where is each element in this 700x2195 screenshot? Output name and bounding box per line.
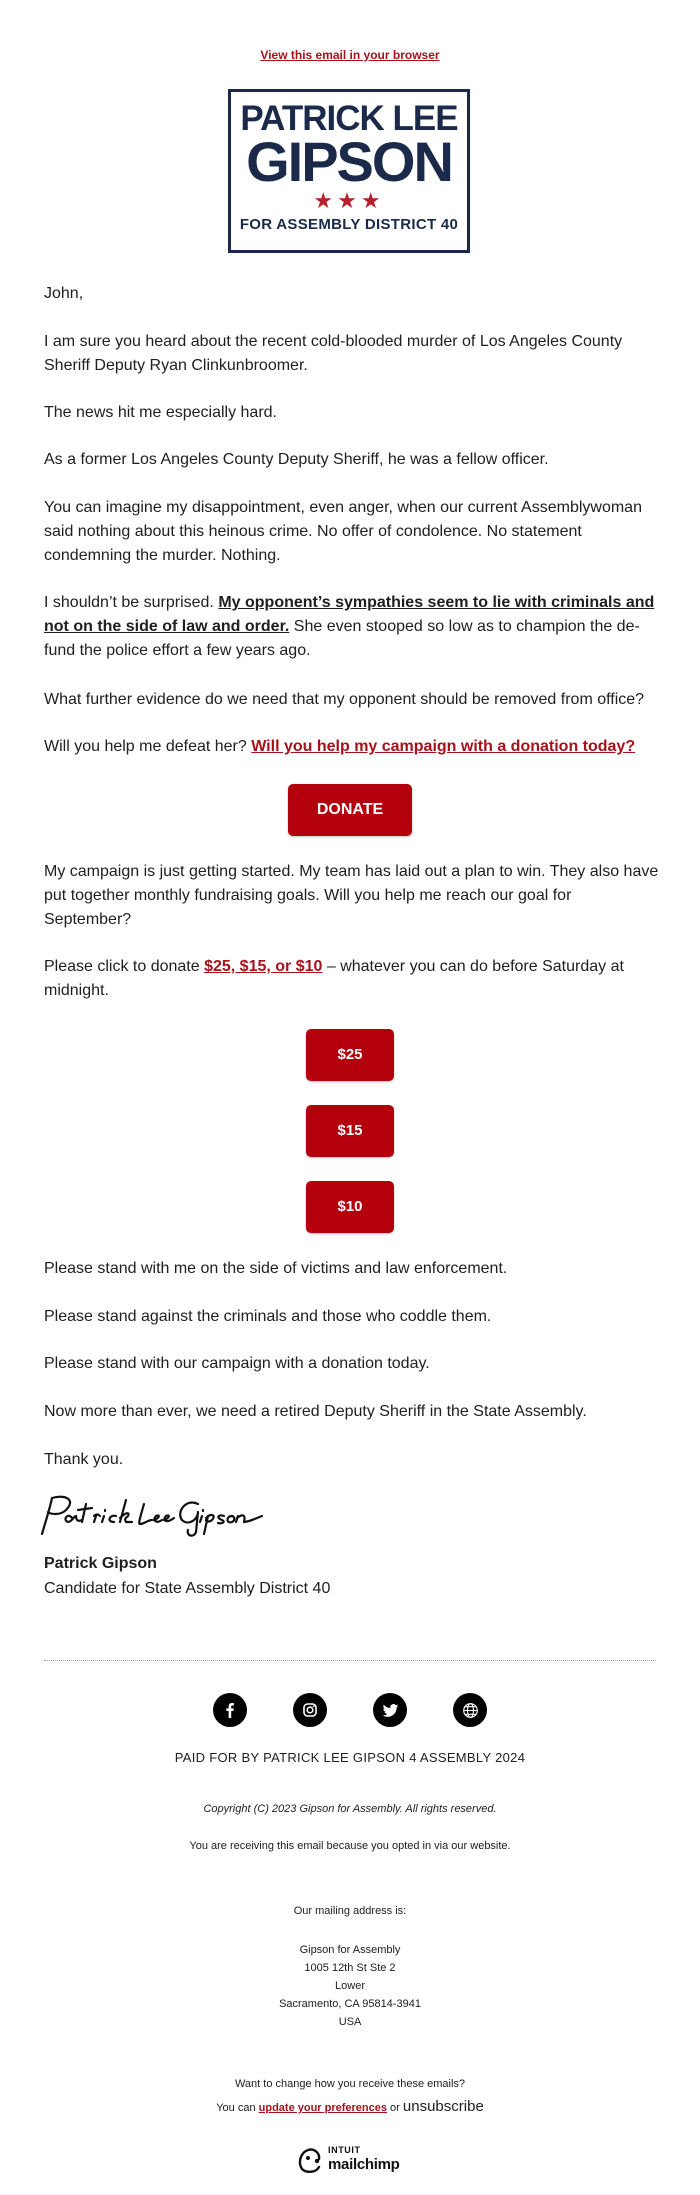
- paragraph-5-rest: She even stooped so low as to champion the de-fund the police effort a few years ago.: [44, 618, 640, 659]
- paragraph-5: [44, 591, 660, 663]
- twitter-icon[interactable]: [373, 1693, 407, 1727]
- paragraph-7-intro: Will you help me defeat her?: [44, 738, 252, 755]
- mailchimp-logo-icon: [296, 2145, 324, 2175]
- address-line-3: Lower: [335, 1980, 365, 1992]
- donate-25-button[interactable]: $25: [306, 1029, 394, 1081]
- paragraph-9-rest: – whatever you can do before Saturday at midnight.: [44, 958, 624, 999]
- address-line-4: Sacramento, CA 95814-3941: [279, 1998, 421, 2010]
- paragraph-13: Now more than ever, we need a retired Deputy Sheriff in the State Assembly.: [44, 1403, 587, 1420]
- paragraph-7: [44, 735, 660, 759]
- paragraph-5-intro: I shouldn’t be surprised.: [44, 594, 219, 611]
- paragraph-1: I am sure you heard about the recent cold-blooded murder of Los Angeles County Sheriff Deputy Ryan Clinkunbroomer.: [44, 333, 623, 374]
- address-line-5: USA: [338, 2016, 362, 2028]
- facebook-icon[interactable]: [213, 1693, 247, 1727]
- donate-10-button[interactable]: $10: [306, 1181, 394, 1233]
- paragraph-9: [44, 955, 660, 1003]
- paragraph-4: You can imagine my disappointment, even anger, when our current Assemblywoman said nothing about this heinous crime. No offer of condolence. No statement condemning the murder. Nothing.: [44, 499, 642, 564]
- unsubscribe-link[interactable]: unsubscribe: [402, 2098, 484, 2115]
- signer-title: Candidate for State Assembly District 40: [44, 1580, 331, 1597]
- you-can-text: You can: [216, 2102, 259, 2114]
- donate-button[interactable]: DONATE: [288, 784, 412, 836]
- paragraph-5-emphasis: My opponent’s sympathies seem to lie with criminals and not on the side of law and order.: [44, 594, 655, 635]
- or-text: or: [387, 2102, 403, 2114]
- update-preferences-link[interactable]: update your preferences: [258, 2102, 387, 2114]
- donation-link[interactable]: Will you help my campaign with a donation today?: [251, 738, 636, 755]
- paragraph-11: Please stand against the criminals and those who coddle them.: [44, 1308, 492, 1325]
- handwritten-signature: [36, 1490, 276, 1540]
- signer-name: Patrick Gipson: [44, 1555, 157, 1572]
- donate-15-button[interactable]: $15: [306, 1105, 394, 1157]
- view-in-browser: [0, 48, 700, 62]
- mailing-address-label: Our mailing address is:: [293, 1905, 407, 1917]
- opt-in-notice: You are receiving this email because you opted in via our website.: [189, 1840, 511, 1852]
- paragraph-9-intro: Please click to donate: [44, 958, 205, 975]
- paragraph-3: As a former Los Angeles County Deputy Sheriff, he was a fellow officer.: [44, 451, 549, 468]
- website-icon[interactable]: [453, 1693, 487, 1727]
- logo-line-3: FOR ASSEMBLY DISTRICT 40: [239, 216, 459, 233]
- footer-divider: [44, 1660, 656, 1661]
- copyright: Copyright (C) 2023 Gipson for Assembly. All rights reserved.: [203, 1803, 497, 1815]
- paid-for-by: PAID FOR BY PATRICK LEE GIPSON 4 ASSEMBLY 2024: [174, 1750, 526, 1765]
- campaign-logo: [228, 89, 470, 253]
- paragraph-14: Thank you.: [44, 1451, 124, 1468]
- paragraph-6: What further evidence do we need that my opponent should be removed from office?: [44, 691, 645, 708]
- logo-line-2: GIPSON: [246, 130, 452, 193]
- view-in-browser-link[interactable]: View this email in your browser: [260, 48, 440, 62]
- social-links: [0, 1693, 700, 1727]
- change-prompt: Want to change how you receive these emails?: [234, 2078, 466, 2090]
- preferences-line: [0, 2098, 700, 2115]
- paragraph-2: The news hit me especially hard.: [44, 404, 277, 421]
- paragraph-10: Please stand with me on the side of victims and law enforcement.: [44, 1260, 508, 1277]
- paragraph-12: Please stand with our campaign with a donation today.: [44, 1355, 430, 1372]
- paragraph-8: My campaign is just getting started. My team has laid out a plan to win. They also have put together monthly fundraising goals. Will you help me reach our goal for September?: [44, 863, 659, 928]
- address-line-1: Gipson for Assembly: [299, 1944, 401, 1956]
- greeting: John,: [44, 285, 84, 302]
- donate-amounts-link[interactable]: $25, $15, or $10: [204, 958, 323, 975]
- instagram-icon[interactable]: [293, 1693, 327, 1727]
- logo-line-1: PATRICK LEE: [240, 99, 458, 138]
- logo-stars-icon: ★★★: [313, 188, 385, 213]
- mailchimp-badge[interactable]: [296, 2143, 416, 2177]
- mailchimp-label: mailchimp: [328, 2156, 400, 2173]
- intuit-label: INTUIT: [328, 2145, 361, 2155]
- address-line-2: 1005 12th St Ste 2: [304, 1962, 396, 1974]
